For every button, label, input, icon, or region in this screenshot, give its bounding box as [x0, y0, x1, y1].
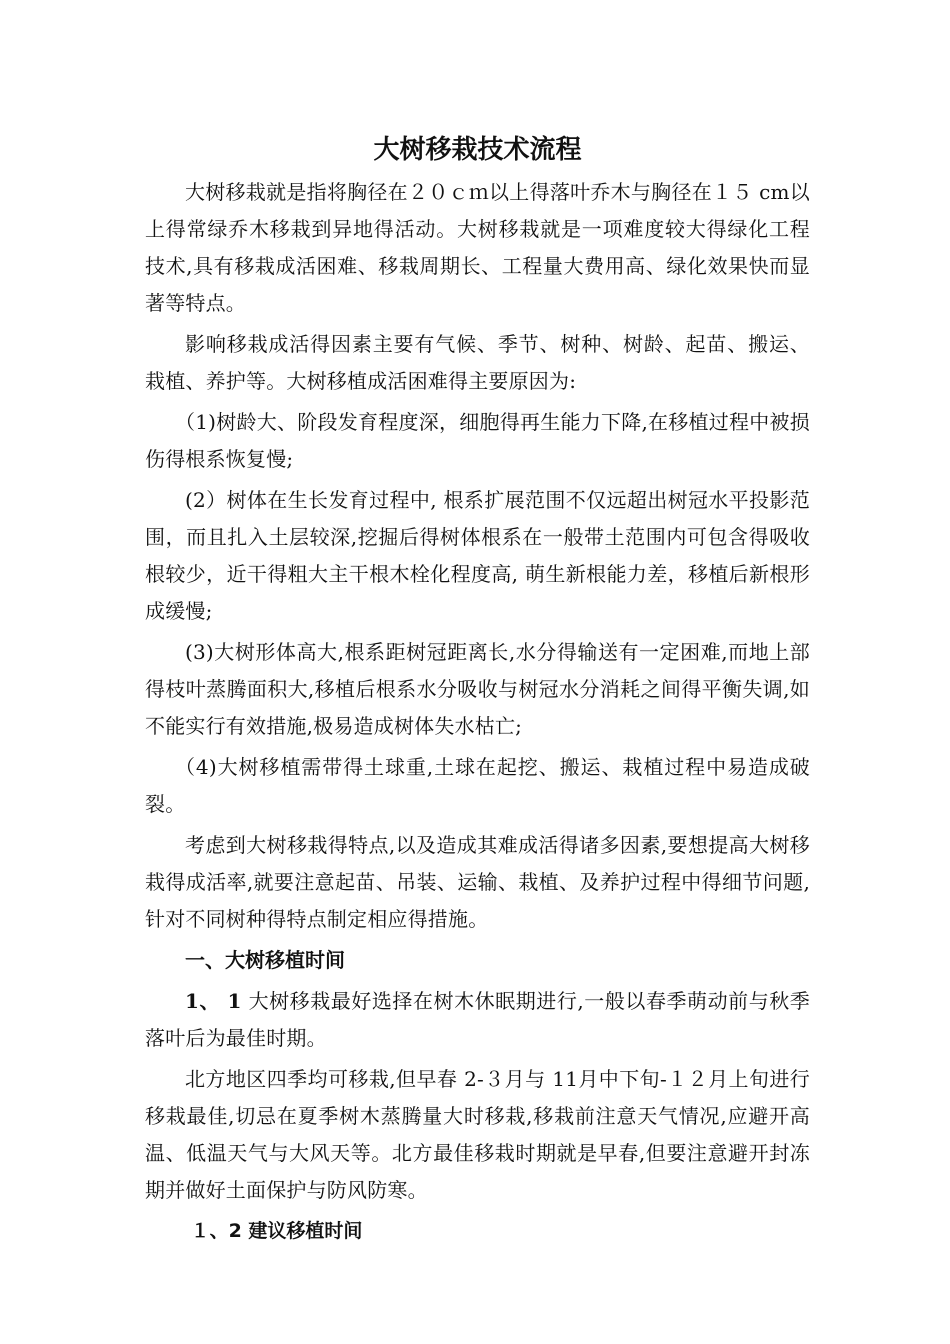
- paragraph-reason-3: (3)大树形体高大,根系距树冠距离长,水分得输送有一定困难,而地上部得枝叶蒸腾面积大,移植后根系水分吸收与树冠水分消耗之间得平衡失调,如不能实行有效措施,极易造成树体失水枯亡;: [145, 640, 810, 738]
- subsection-number: 1、 1: [185, 989, 242, 1013]
- subsection-text: 大树移栽最好选择在树木休眠期进行,一般以春季萌动前与秋季落叶后为最佳时期。: [145, 989, 810, 1050]
- subsection-heading-suggested-time: １、2 建议移植时间: [190, 1220, 363, 1242]
- paragraph-factors: 影响移栽成活得因素主要有气候、季节、树种、树龄、起苗、搬运、栽植、养护等。大树移植成活困难得主要原因为:: [145, 332, 810, 393]
- paragraph-reason-4: （4)大树移植需带得土球重,土球在起挖、搬运、栽植过程中易造成破裂。: [145, 755, 810, 816]
- paragraph-reason-2: (2）树体在生长发育过程中, 根系扩展范围不仅远超出树冠水平投影范围，而且扎入土层较深,挖掘后得树体根系在一般带土范围内可包含得吸收根较少，近干得粗大主干根木栓化程度高, 萌生新根能力差，移植后新根形成缓慢;: [145, 488, 810, 623]
- section-heading-transplant-time: 一、大树移植时间: [185, 948, 345, 972]
- paragraph-reason-1: （1)树龄大、阶段发育程度深，细胞得再生能力下降,在移植过程中被损伤得根系恢复慢;: [145, 410, 810, 471]
- paragraph-section-1-1: [145, 983, 810, 1057]
- paragraph-north-region: 北方地区四季均可移栽,但早春 2-３月与 11月中下旬-１２月上旬进行移栽最佳,切忌在夏季树木蒸腾量大时移栽,移栽前注意天气情况,应避开高温、低温天气与大风天等。北方最佳移栽时期就是早春,但要注意避开封冻期并做好土面保护与防风防寒。: [145, 1067, 810, 1202]
- paragraph-intro: 大树移栽就是指将胸径在２０ｃｍ以上得落叶乔木与胸径在１５ cm以上得常绿乔木移栽到异地得活动。大树移栽就是一项难度较大得绿化工程技术,具有移栽成活困难、移栽周期长、工程量大费用高、绿化效果快而显著等特点。: [145, 180, 810, 315]
- paragraph-conclusion: 考虑到大树移栽得特点,以及造成其难成活得诸多因素,要想提高大树移栽得成活率,就要注意起苗、吊装、运输、栽植、及养护过程中得细节问题,针对不同树种得特点制定相应得措施。: [145, 833, 810, 931]
- document-body: [145, 128, 810, 1250]
- document-title: 大树移栽技术流程: [373, 135, 582, 165]
